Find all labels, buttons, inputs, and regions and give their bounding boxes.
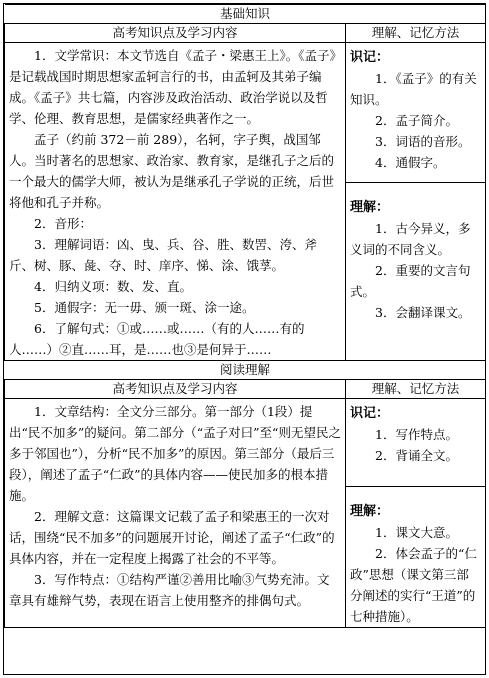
paragraph-meaning: 2．理解文意：这篇课文记载了孟子和梁惠王的一次对话，围绕“民不加多”的问题展开讨论，阐述了孟子“仁政”的具体内容，并在一定程度上揭露了社会的不平等。 xyxy=(9,509,335,566)
paragraph-vocabulary: 3．理解词语：凶、曳、兵、谷、胜、数罟、洿、斧斤、树、豚、彘、夺、时、庠序、悌、涂、饿莩。 xyxy=(9,237,317,273)
understand-item: 2．体会孟子的“仁政”思想（课文第三部分阐述的实行“王道”的七种措施）。 xyxy=(350,546,477,624)
memorize-item: 3．词语的音形。 xyxy=(375,134,471,149)
memorize-item: 1．写作特点。 xyxy=(375,427,458,442)
basic-method-cell xyxy=(346,43,486,361)
memorize-item: 1．《孟子》的有关知识。 xyxy=(350,71,477,107)
table-basic xyxy=(4,4,486,628)
paragraph-sentence-patterns: 6．了解句式：①或……或……（有的人……有的人……）②直……耳，是……也③是何异于…… xyxy=(9,321,305,357)
section-title-reading: 阅读理解 xyxy=(5,361,486,380)
paragraph-literary-knowledge: 1．文学常识：本文节选自《孟子・梁惠王上》。《孟子》是记载战国时期思想家孟轲言行的书，由孟轲及其弟子编成。《孟子》共七篇，内容涉及政治活动、政治学说以及哲学、伦理、教育思想，是儒家经典著作之一。 xyxy=(9,48,336,126)
understand-block xyxy=(346,183,485,323)
understand-item: 1．课文大意。 xyxy=(375,525,458,540)
memorize-label: 识记： xyxy=(350,406,390,421)
understand-item: 1．古今异义，多义词的不同含义。 xyxy=(350,221,471,257)
understand-label: 理解： xyxy=(350,504,390,519)
paragraph-structure: 1．文章结构：全文分三部分。第一部分（1段）提出“民不加多”的疑问。第二部分（“孟子对曰”至“则无望民之多于邻国也”），分析“民不加多”的原因。第三部分（最后三段），阐述了孟子“仁政”的具体内容——使民加多的根本措施。 xyxy=(9,404,341,503)
paragraph-loan-characters: 5．通假字：无一毋、颁一斑、涂一途。 xyxy=(34,300,255,315)
memorize-item: 4．通假字。 xyxy=(375,155,446,170)
memorize-item: 2．孟子简介。 xyxy=(375,113,458,128)
understand-block xyxy=(346,487,485,627)
column-header-method: 理解、记忆方法 xyxy=(346,380,486,399)
reading-method-cell xyxy=(346,399,486,628)
memorize-block xyxy=(346,43,485,183)
paragraph-writing-features: 3．写作特点：①结构严谨②善用比喻③气势充沛。文章具有雄辩气势，表现在语言上使用整齐的排偶句式。 xyxy=(9,572,330,608)
understand-label: 理解： xyxy=(350,200,390,215)
paragraph-meanings: 4．归纳义项：数、发、直。 xyxy=(34,279,192,294)
memorize-block xyxy=(346,399,485,487)
paragraph-sound-form: 2．音形： xyxy=(34,216,92,231)
basic-content-cell xyxy=(5,43,346,361)
memorize-item: 2．背诵全文。 xyxy=(375,448,458,463)
column-header-method: 理解、记忆方法 xyxy=(346,24,486,43)
column-header-content: 高考知识点及学习内容 xyxy=(5,24,346,43)
understand-item: 2．重要的文言句式。 xyxy=(350,263,471,299)
paragraph-mencius-bio: 孟子（约前 372－前 289），名轲，字子舆，战国邹人。当时著名的思想家、政治家、教育家，是继孔子之后的一个最大的儒学大师，被认为是继承孔子学说的正统，后世将他和孔子并称。 xyxy=(9,132,335,210)
understand-item: 3．会翻译课文。 xyxy=(375,305,471,320)
reading-content-cell xyxy=(5,399,346,628)
knowledge-table xyxy=(3,3,486,675)
section-title-basic: 基础知识 xyxy=(5,5,486,24)
memorize-label: 识记： xyxy=(350,50,390,65)
column-header-content: 高考知识点及学习内容 xyxy=(5,380,346,399)
